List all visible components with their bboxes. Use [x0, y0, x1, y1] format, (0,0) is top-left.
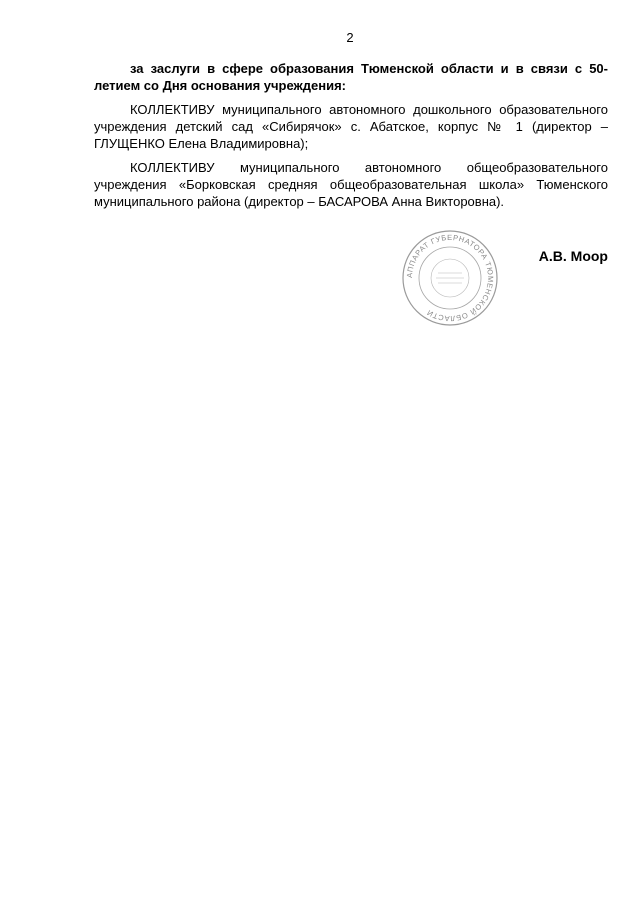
svg-text:АППАРАТ ГУБЕРНАТОРА ТЮМЕНСКОЙ: АППАРАТ ГУБЕРНАТОРА ТЮМЕНСКОЙ ОБЛАСТИ	[404, 232, 496, 324]
document-heading: за заслуги в сфере образования Тюменской области и в связи с 50-летием со Дня основания учреждения:	[94, 61, 608, 93]
award-paragraph-2: КОЛЛЕКТИВУ муниципального автономного общеобразовательного учреждения «Борковская средняя общеобразовательная школа» Тюменского муниципального района (директор – БАСАРОВА Анна Викторовна).	[94, 160, 608, 209]
signature-name: А.В. Моор	[538, 248, 608, 264]
award-paragraph-1: КОЛЛЕКТИВУ муниципального автономного дошкольного образовательного учреждения детский сад «Сибирячок» с. Абатское, корпус № 1 (директор – ГЛУЩЕНКО Елена Владимировна);	[94, 102, 608, 151]
document-body	[94, 60, 608, 217]
official-seal	[400, 228, 500, 328]
page-number: 2	[346, 30, 354, 45]
